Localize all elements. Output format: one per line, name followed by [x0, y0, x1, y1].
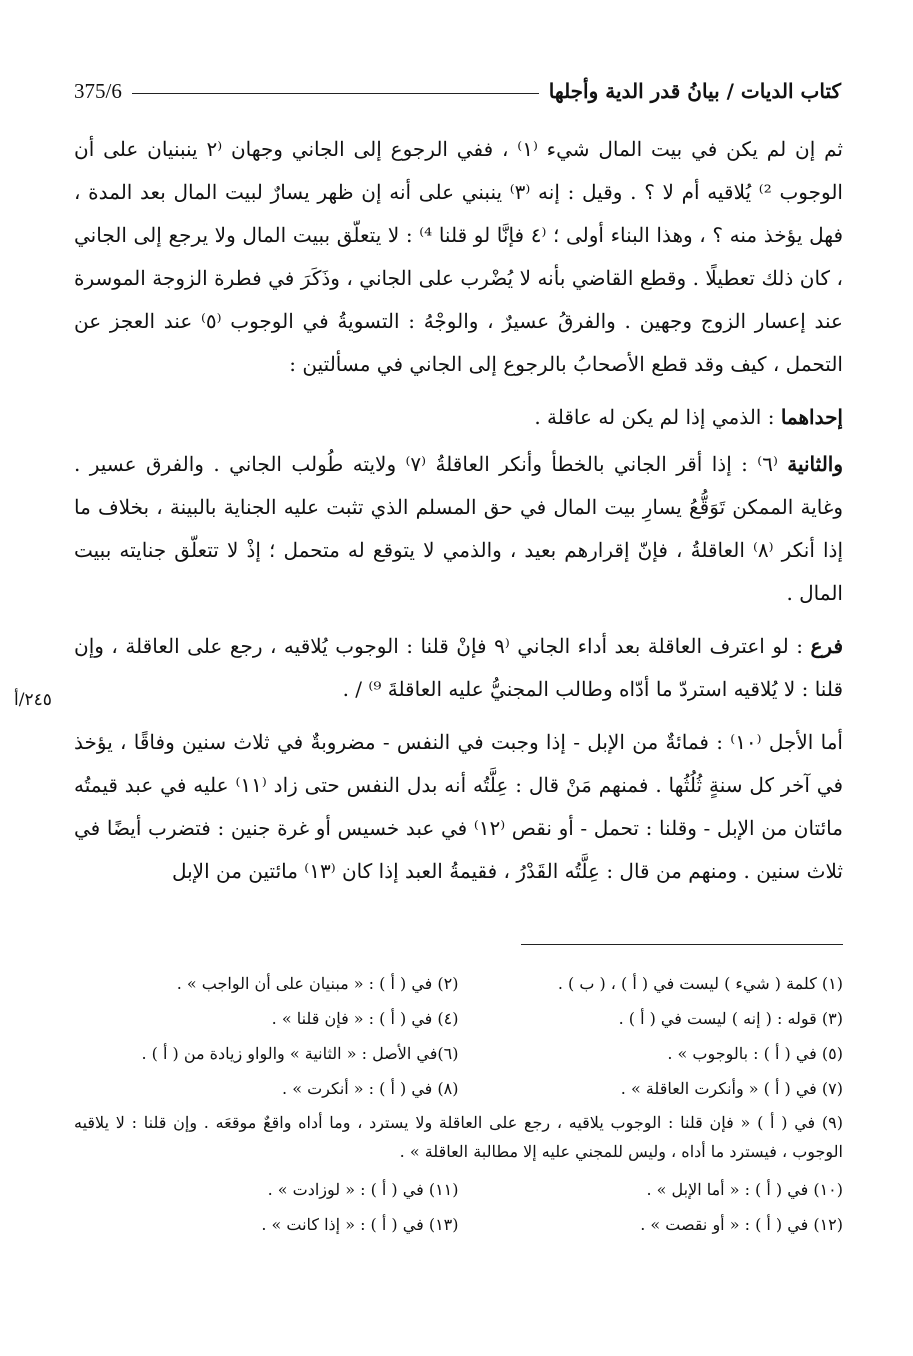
footnote: (١٢) في ( أ ) : « أو نقصت » . [640, 1215, 843, 1234]
paragraph-lead: والثانية [787, 452, 843, 476]
footnote: (٩) في ( أ ) « فإن قلنا : الوجوب يلاقيه ، رجع على العاقلة ولا يسترد ، وما أداه واقعٌ موقعَه . وإن قلنا : لا يلاقيه الوجوب ، فيسترد ما أداه ، وليس للمجني عليه إلا مطالبة العاقلة » . [74, 1113, 843, 1161]
footnote-row [74, 1036, 843, 1071]
footnote: (٨) في ( أ ) : « أنكرت » . [282, 1079, 459, 1098]
paragraph: ثم إن لم يكن في بيت المال شيء ⁽١⁾ ، ففي الرجوع إلى الجاني وجهان ⁽٢ ينبنيان على أن الوجوب ²⁾ يُلاقيه أم لا ؟ . وقيل : إنه ⁽٣⁾ ينبني على أنه إن ظهر يسارٌ لبيت المال بعد المدة ، فهل يؤخذ منه ؟ ، وهذا البناء أولى ؛ ⁽٤ فإنَّا لو قلنا ⁴⁾ : لا يتعلّق ببيت المال ولا يرجع إلى الجاني ، كان ذلك تعطيلًا . وقطع القاضي بأنه لا يُضْرب على الجاني ، وذَكَرَ في فطرة الزوجة الموسرة عند إعسار الزوج وجهين . والفرقُ عسيرٌ ، والوجْهُ : التسويةُ في الوجوب ⁽٥⁾ عند العجز عن التحمل ، كيف وقد قطع الأصحابُ بالرجوع إلى الجاني في مسألتين : [74, 137, 844, 376]
footnote-row [74, 1172, 843, 1207]
paragraph-lead: إحداهما [780, 405, 843, 429]
running-header [74, 74, 841, 108]
page-number: 375/6 [74, 78, 122, 103]
paragraph-text: : الذمي إذا لم يكن له عاقلة . [534, 405, 781, 429]
footnote: (١٠) في ( أ ) : « أما الإبل » . [646, 1180, 843, 1199]
manuscript-folio-note: ٢٤٥/أ [14, 690, 52, 710]
header-rule [132, 93, 539, 94]
footnote: (٥) في ( أ ) : بالوجوب » . [667, 1044, 843, 1063]
paragraph-lead: فرع [810, 634, 843, 658]
footnote: (٢) في ( أ ) : « مبنيان على أن الواجب » . [176, 974, 459, 993]
footnote: (٣) قوله : ( إنه ) ليست في ( أ ) . [618, 1009, 843, 1028]
footnote: (٦)في الأصل : « الثانية » والواو زيادة من ( أ ) . [141, 1044, 459, 1063]
footnote: (١٣) في ( أ ) : « إذا كانت » . [261, 1215, 459, 1234]
footnote: (١) كلمة ( شيء ) ليست في ( أ ) ، ( ب ) . [557, 974, 843, 993]
paragraph [74, 625, 843, 711]
main-text [74, 128, 843, 903]
footnotes [74, 966, 843, 1242]
footnote-row [74, 966, 843, 1001]
paragraph [74, 396, 843, 439]
footnote-row [74, 1071, 843, 1106]
footnote: (١١) في ( أ ) : « لوزادت » . [267, 1180, 459, 1199]
footnote-row [74, 1001, 843, 1036]
paragraph [74, 443, 843, 615]
paragraph: أما الأجل ⁽١٠⁾ : فمائةٌ من الإبل - إذا وجبت في النفس - مضروبةٌ في ثلاث سنين وفاقًا ، يؤخذ في آخر كل سنةٍ ثُلُثُها . فمنهم مَنْ قال : عِلَّتُه أنه بدل النفس حتى زاد ⁽١١⁾ عليه في عبد قيمتُه مائتان من الإبل - وقلنا : تحمل - أو نقص ⁽١٢⁾ في عبد خسيس أو غرة جنين : فتضرب أيضًا في ثلاث سنين . ومنهم من قال : عِلَّتُه القَدْرُ ، فقيمةُ العبد إذا كان ⁽١٣⁾ مائتين من الإبل [74, 730, 843, 883]
footnote: (٧) في ( أ ) « وأنكرت العاقلة » . [620, 1079, 843, 1098]
paragraph-text: ⁽٦⁾ : إذا أقر الجاني بالخطأ وأنكر العاقلةُ ⁽٧⁾ ولايته طُولب الجاني . والفرق عسير . وغاية الممكن تَوَقُّعُ يسارِ بيت المال في حق المسلم الذي تثبت عليه الجناية بالبينة ، بخلاف ما إذا أنكر ⁽٨⁾ العاقلةُ ، فإنّ إقرارهم بعيد ، والذمي لا يتوقع له متحمل ؛ إذْ لا تتعلّق جنايته ببيت المال . [74, 452, 844, 605]
chapter-title: كتاب الديات / بيانُ قدر الدية وأجلها [548, 79, 841, 103]
paragraph-text: : لو اعترف العاقلة بعد أداء الجاني ⁽٩ فإنْ قلنا : الوجوب يُلاقيه ، رجع على العاقلة ، وإن قلنا : لا يُلاقيه استردّ ما أدّاه وطالب المجنيُّ عليه العاقلةَ ⁹⁾ / . [74, 634, 843, 701]
footnote-row [74, 1207, 843, 1242]
footnote: (٤) في ( أ ) : « فإن قلنا » . [271, 1009, 459, 1028]
footnote-separator [521, 944, 843, 945]
